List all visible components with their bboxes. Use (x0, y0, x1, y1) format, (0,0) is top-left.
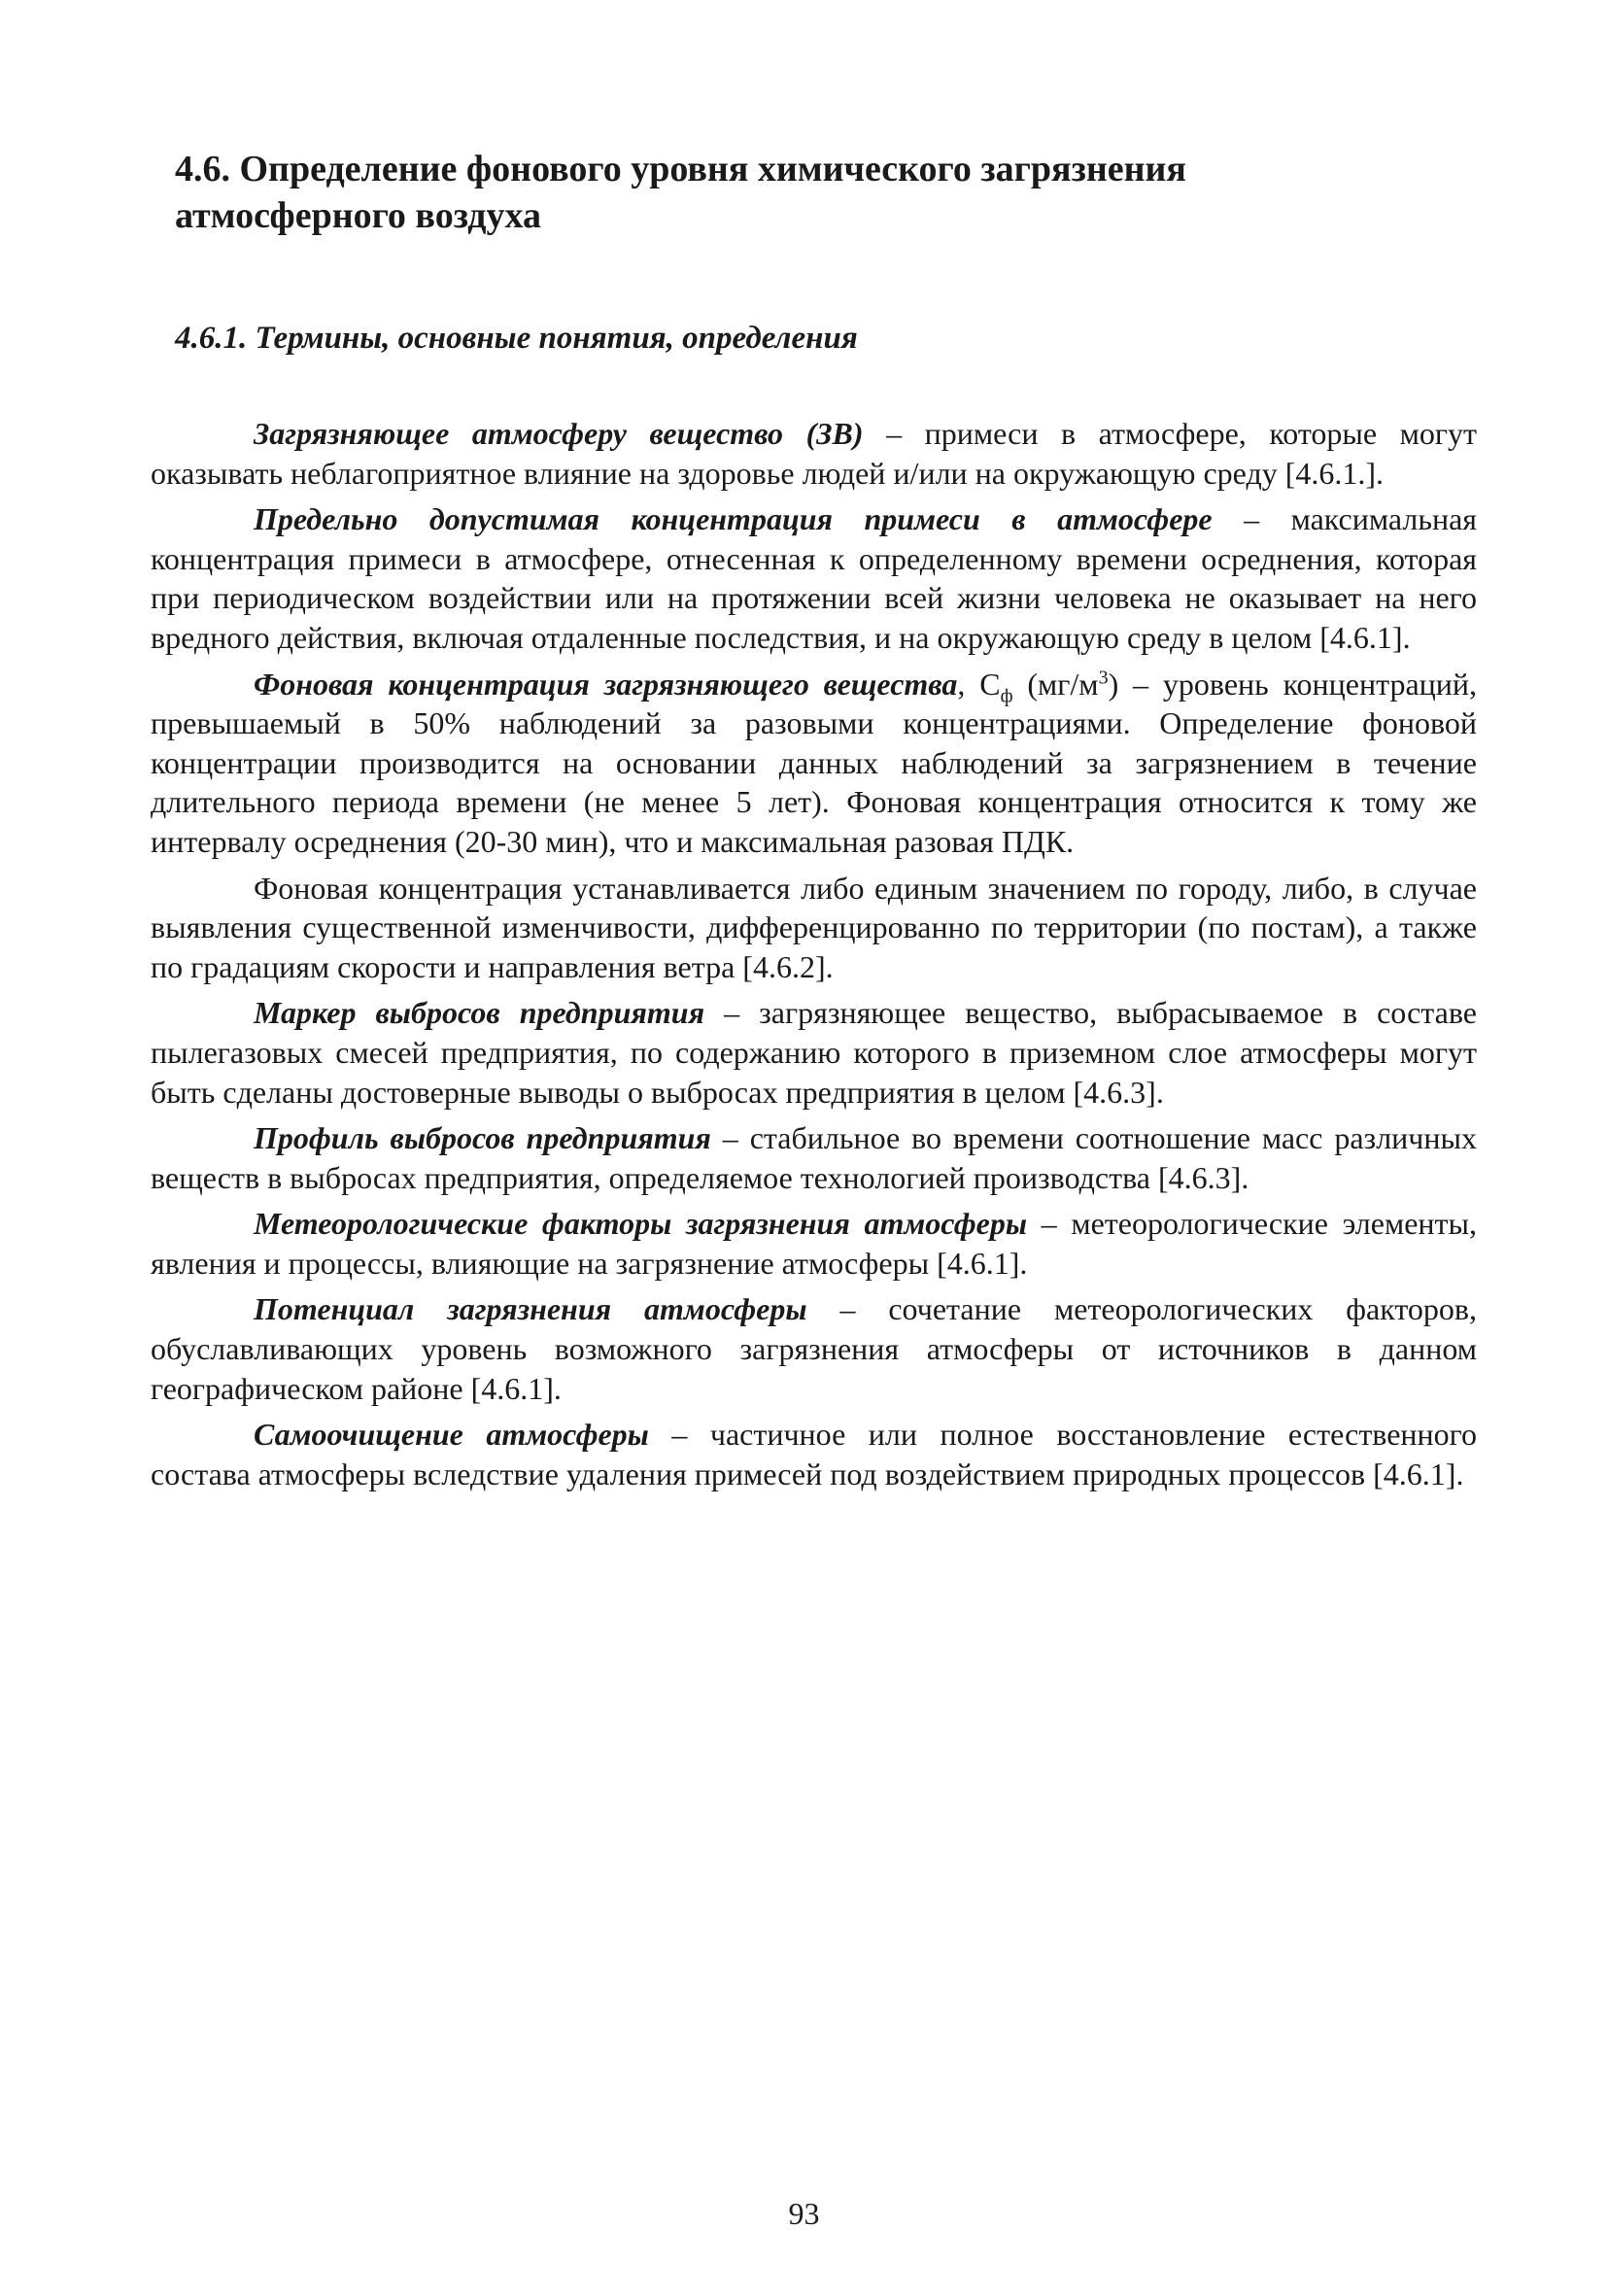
term: Загрязняющее атмосферу вещество (ЗВ) (254, 416, 864, 451)
term: Потенциал загрязнения атмосферы (254, 1291, 807, 1327)
paragraph-pollution-potential (151, 1289, 1477, 1408)
subsection-title: 4.6.1. Термины, основные понятия, определения (175, 321, 858, 356)
paragraph-emission-marker (151, 993, 1477, 1112)
paragraph-pollutant (151, 414, 1477, 493)
paragraph-background-concentration (151, 665, 1477, 862)
section-title-line-2: атмосферного воздуха (175, 195, 541, 236)
term: Предельно допустимая концентрация примеси в атмосфере (254, 501, 1213, 537)
definition: – сочетание метеорологических факторов, обуславливающих уровень возможного загрязнения атмосферы от источников в данном географическом районе [4.6.1]. (151, 1291, 1478, 1406)
paragraph-mpc (151, 499, 1477, 657)
paragraph-emission-profile (151, 1118, 1477, 1197)
term: Профиль выбросов предприятия (254, 1120, 711, 1156)
definition: – загрязняющее вещество, выбрасываемое в составе пылегазовых смесей предприятия, по содержанию которого в приземном слое атмосферы могут быть сделаны достоверные выводы о выбросах предприятия в целом [4.6.3]. (151, 995, 1477, 1110)
definition: – частичное или полное восстановление естественного состава атмосферы вследствие удаления примесей под воздействием природных процессов [4.6.1]. (151, 1417, 1478, 1491)
definition: – максимальная концентрация примеси в атмосфере, отнесенная к определенному времени осреднения, которая при периодическом воздействии или на протяжении всей жизни человека не оказывает на него вредного действия, включая отдаленные последствия, и на окружающую среду в целом [4.6.1]. (151, 501, 1478, 655)
section-title (175, 146, 1457, 239)
definition-part-a: , С (957, 666, 1001, 702)
term: Фоновая концентрация загрязняющего вещества (254, 666, 958, 702)
term: Самоочищение атмосферы (254, 1417, 649, 1453)
body-text (151, 414, 1477, 1500)
superscript: 3 (1098, 666, 1109, 688)
section-title-line-1: 4.6. Определение фонового уровня химического загрязнения (175, 149, 1186, 189)
subscript: ф (1000, 684, 1013, 706)
definition-part-c: ) – уровень концентраций, превышаемый в 50% наблюдений за разовыми концентрациями. Определение фоновой концентрации производится на основании данных наблюдений за загрязнением в течение длительного периода времени (не менее 5 лет). Фоновая концентрация относится к тому же интервалу осреднения (20-30 мин), что и максимальная разовая ПДК. (151, 666, 1478, 859)
paragraph-self-purification (151, 1415, 1477, 1493)
page-number: 93 (788, 2196, 820, 2231)
paragraph-meteorological-factors (151, 1204, 1477, 1283)
paragraph-background-note (151, 869, 1477, 987)
paragraph-text: Фоновая концентрация устанавливается либо единым значением по городу, либо, в случае выявления существенной изменчивости, дифференцированно по территории (по постам), а также по градациям скорости и направления ветра [4.6.2]. (151, 870, 1477, 984)
term: Маркер выбросов предприятия (254, 995, 705, 1031)
term: Метеорологические факторы загрязнения атмосферы (254, 1206, 1028, 1242)
definition-part-b: (мг/м (1012, 666, 1099, 702)
definition: – стабильное во времени соотношение масс различных веществ в выбросах предприятия, определяемое технологией производства [4.6.3]. (151, 1120, 1478, 1195)
definition: – метеорологические элементы, явления и процессы, влияющие на загрязнение атмосферы [4.6.1]. (151, 1206, 1477, 1281)
definition: – примеси в атмосфере, которые могут оказывать неблагоприятное влияние на здоровье людей и/или на окружающую среду [4.6.1.]. (151, 416, 1477, 491)
